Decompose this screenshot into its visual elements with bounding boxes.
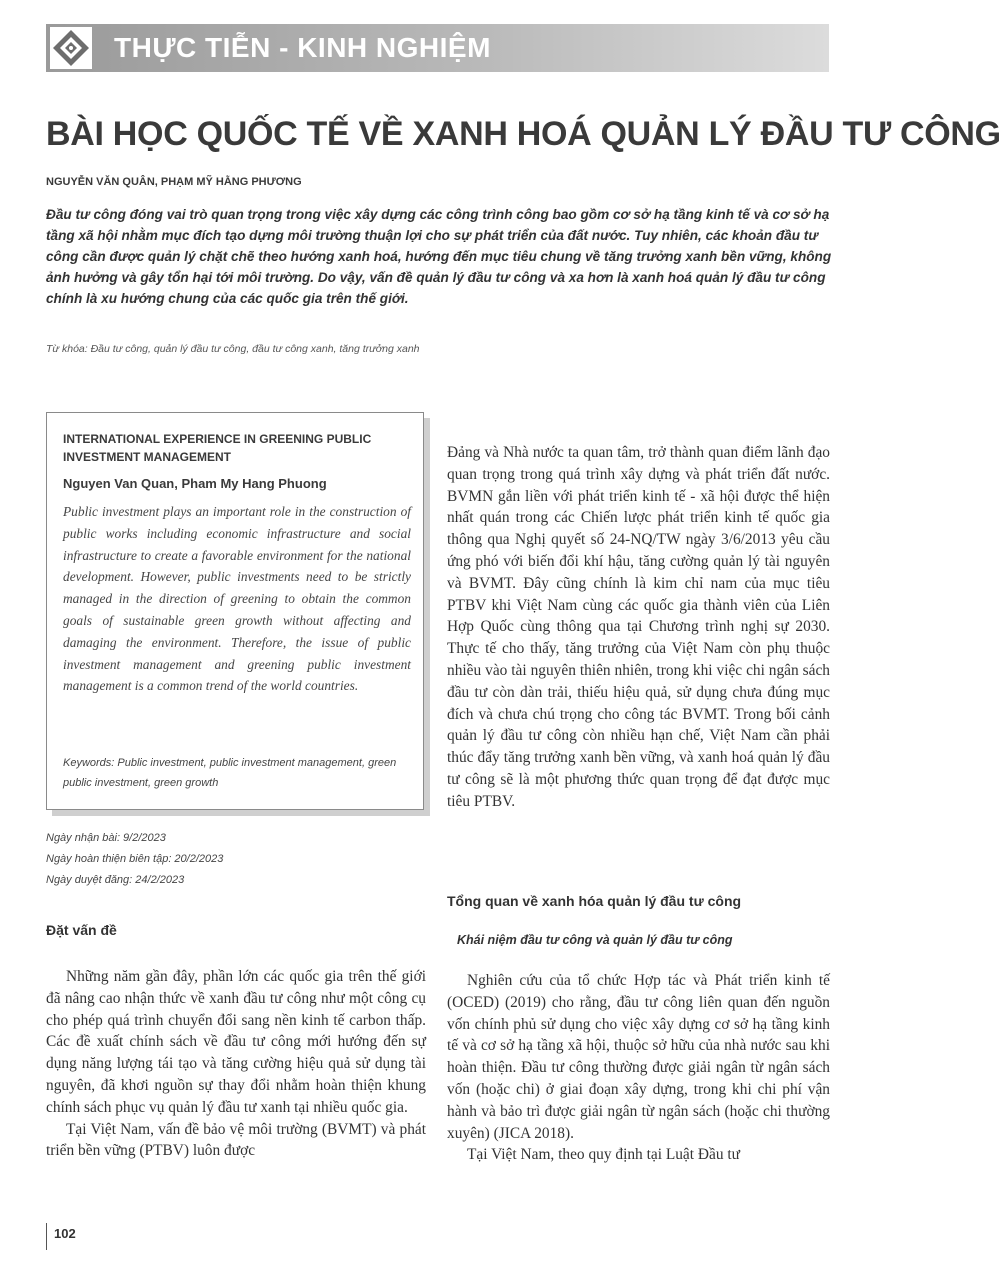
paragraph: Những năm gần đây, phần lớn các quốc gia trên thế giới đã nâng cao nhận thức về xanh đầu tư công như một công cụ cho phép quá trình chuyển đổi sang nền kinh tế carbon thấp. Các đề xuất chính sách về đầu tư công mới hướng đến sự dụng năng lượng tái tạo và tăng cường hiệu quả sử dụng tài nguyên, đã khơi nguồn sự thay đổi nhằm hoàn thiện khung chính sách phục vụ quản lý đầu tư xanh tại nhiều quốc gia. bbox=[46, 968, 426, 1116]
paragraph: Đảng và Nhà nước ta quan tâm, trở thành quan điểm lãnh đạo quan trọng trong quá trình xây dựng và phát triển đất nước. BVMN gắn liền với phát triển kinh tế - xã hội được thể hiện nhất quán trong các Chiến lược phát triển kinh tế quốc gia thông qua Nghị quyết số 24-NQ/TW ngày 3/6/2013 yêu cầu ứng phó với biến đổi khí hậu, tăng cường quản lý tài nguyên và BVMT. Đây cũng chính là kim chỉ nam của mục tiêu PTBV khi Việt Nam cùng các quốc gia thành viên của Liên Hợp Quốc cùng thông qua tại Chương trình nghị sự 2030. Thực tế cho thấy, tăng trưởng của Việt Nam còn phụ thuộc nhiều vào tài nguyên thiên nhiên, trong khi việc chi ngân sách đầu tư còn dàn trải, thiếu hiệu quả, sử dụng chưa đúng mục đích và chưa chú trọng cho công tác BVMT. Trong bối cảnh quản lý đầu tư công còn nhiều hạn chế, Việt Nam cần phải thúc đẩy tăng trưởng xanh bền vững, và xanh hoá quản lý đầu tư công sẽ là một phương thức quan trọng để đạt được mục tiêu PTBV. bbox=[447, 444, 830, 810]
paragraph: Tại Việt Nam, theo quy định tại Luật Đầu tư bbox=[467, 1146, 740, 1164]
diamond-ornament-icon bbox=[50, 27, 92, 69]
date-approved: Ngày duyệt đăng: 24/2/2023 bbox=[46, 874, 185, 886]
section-heading-overview: Tổng quan về xanh hóa quản lý đầu tư công bbox=[447, 893, 742, 909]
english-authors: Nguyen Van Quan, Pham My Hang Phuong bbox=[63, 476, 327, 491]
date-received: Ngày nhận bài: 9/2/2023 bbox=[46, 832, 166, 844]
english-keywords: Keywords: Public investment, public investment management, green public investment, green growth bbox=[63, 757, 397, 789]
date-revised: Ngày hoàn thiện biên tập: 20/2/2023 bbox=[46, 853, 224, 865]
section-heading-intro: Đặt vấn đề bbox=[46, 922, 117, 938]
paragraph: Tại Việt Nam, vấn đề bảo vệ môi trường (BVMT) và phát triển bền vững (PTBV) luôn được bbox=[46, 1120, 426, 1160]
page-number-bar bbox=[46, 1223, 47, 1250]
article-dates bbox=[46, 828, 223, 891]
article-authors: NGUYỄN VĂN QUÂN, PHẠM MỸ HẰNG PHƯƠNG bbox=[46, 176, 302, 188]
right-column-bottom bbox=[447, 970, 830, 1166]
section-title: THỰC TIỄN - KINH NGHIỆM bbox=[114, 32, 491, 63]
subsection-heading: Khái niệm đầu tư công và quản lý đầu tư công bbox=[457, 933, 733, 947]
english-title: INTERNATIONAL EXPERIENCE IN GREENING PUBLIC INVESTMENT MANAGEMENT bbox=[63, 432, 372, 464]
article-title: BÀI HỌC QUỐC TẾ VỀ XANH HOÁ QUẢN LÝ ĐẦU TƯ CÔNG bbox=[46, 115, 1001, 153]
right-column-top bbox=[447, 442, 830, 813]
english-abstract: Public investment plays an important role in the construction of public works including economic infrastructure and social infrastructure to create a favorable environment for the national development. However, public investments need to be strictly managed in the direction of greening to obtain the common goals of sustainable green growth without affecting and damaging the environment. Therefore, the issue of public investment management and greening public investment management is a common trend of the world countries. bbox=[63, 504, 411, 694]
article-abstract: Đầu tư công đóng vai trò quan trọng trong việc xây dựng các công trình công bao gồm cơ sở hạ tầng kinh tế và cơ sở hạ tầng xã hội nhằm mục đích tạo dựng môi trường thuận lợi cho sự phát triển của đất nước. Tuy nhiên, các khoản đầu tư công cần được quản lý chặt chẽ theo hướng xanh hoá, hướng đến mục tiêu chung về tăng trưởng xanh bền vững, không ảnh hưởng và gây tổn hại tới môi trường. Do vậy, vấn đề quản lý đầu tư công và xa hơn là xanh hoá quản lý đầu tư công chính là xu hướng chung của các quốc gia trên thế giới. bbox=[46, 207, 832, 306]
page-number: 102 bbox=[54, 1226, 76, 1241]
article-keywords: Từ khóa: Đầu tư công, quản lý đầu tư công, đầu tư công xanh, tăng trưởng xanh bbox=[46, 343, 420, 355]
left-column-body bbox=[46, 966, 426, 1162]
paragraph: Nghiên cứu của tổ chức Hợp tác và Phát triển kinh tế (OCED) (2019) cho rằng, đầu tư công liên quan đến nguồn vốn chính phủ sử dụng cho việc xây dựng cơ sở hạ tầng kinh tế và cơ sở hạ tầng xã hội, thuộc sở hữu của nhà nước sau khi hoàn thiện. Đầu tư công thường được giải ngân từ ngân sách vốn (hoặc chi) ở giai đoạn xây dựng, trong khi chi phí vận hành và bảo trì được giải ngân từ ngân sách (hoặc chi thường xuyên) (JICA 2018). bbox=[447, 972, 830, 1142]
